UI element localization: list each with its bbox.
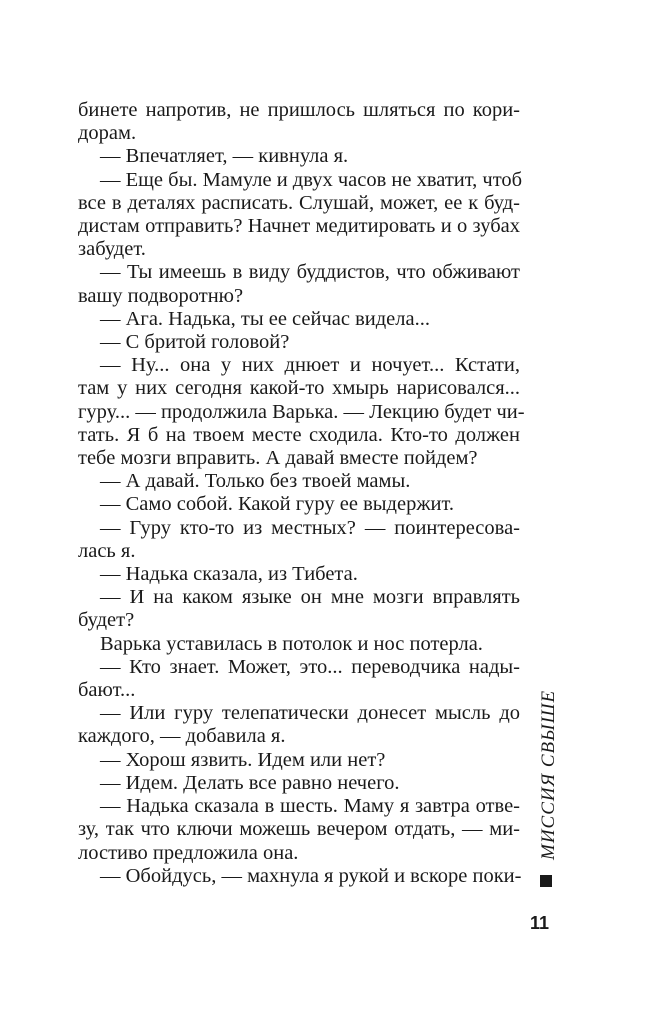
text-line: — Ага. Надька, ты ее сейчас видела... xyxy=(100,307,430,330)
text-line: лась я. xyxy=(78,539,136,562)
text-line: — Впечатляет, — кивнула я. xyxy=(100,145,349,168)
body-text xyxy=(78,99,525,888)
text-line: — Само собой. Какой гуру ее выдержит. xyxy=(100,493,455,516)
text-line: дорам. xyxy=(78,122,137,145)
text-line: дистам отправить? Начнет медитировать и о зубах xyxy=(78,215,520,238)
square-marker-icon xyxy=(540,875,552,887)
text-line: — Гуру кто-то из местных? — поинтересова- xyxy=(100,516,520,539)
text-line: Варька уставилась в потолок и нос потерла. xyxy=(100,632,483,655)
text-line: зу, так что ключи можешь вечером отдать, — ми- xyxy=(78,818,520,841)
text-line: лостиво предложила она. xyxy=(78,841,299,864)
text-line: — Идем. Делать все равно нечего. xyxy=(100,771,400,794)
text-line: — С бритой головой? xyxy=(100,331,290,354)
text-line: — Кто знает. Может, это... переводчика нады- xyxy=(100,655,520,678)
text-line: тебе мозги вправить. А давай вместе пойдем? xyxy=(78,447,478,470)
text-line: — Еще бы. Мамуле и двух часов не хватит, чтоб xyxy=(100,168,523,191)
text-line: — Обойдусь, — махнула я рукой и вскоре поки- xyxy=(100,864,522,887)
text-line: — Надька сказала, из Тибета. xyxy=(100,563,358,586)
text-line: — Или гуру телепатически донесет мысль до xyxy=(100,702,520,725)
text-line: — Ну... она у них днюет и ночует... Кстати, xyxy=(100,354,520,377)
text-line: бинете напротив, не пришлось шляться по кори- xyxy=(78,99,520,121)
text-line: — Надька сказала в шесть. Маму я завтра отве- xyxy=(100,795,520,818)
text-line: там у них сегодня какой-то хмырь нарисовался... xyxy=(78,377,520,400)
text-line: гуру... — продолжила Варька. — Лекцию будет чи- xyxy=(78,400,525,423)
text-line: вашу подворотню? xyxy=(78,284,244,307)
page-number: 11 xyxy=(530,913,550,933)
text-line: забудет. xyxy=(78,238,146,261)
text-line: будет? xyxy=(78,609,135,632)
text-line: тать. Я б на твоем месте сходила. Кто-то должен xyxy=(78,423,520,446)
text-line: каждого, — добавила я. xyxy=(78,725,286,748)
text-line: — Ты имеешь в виду буддистов, что обживают xyxy=(100,261,520,284)
running-head: МИССИЯ СВЫШЕ xyxy=(538,689,559,860)
text-line: — И на каком языке он мне мозги вправлять xyxy=(100,586,520,609)
text-line: все в деталях расписать. Слушай, может, ее к буд- xyxy=(78,191,520,214)
text-line: бают... xyxy=(78,679,136,702)
text-line: — А давай. Только без твоей мамы. xyxy=(100,470,411,493)
text-line: — Хорош язвить. Идем или нет? xyxy=(100,748,386,771)
